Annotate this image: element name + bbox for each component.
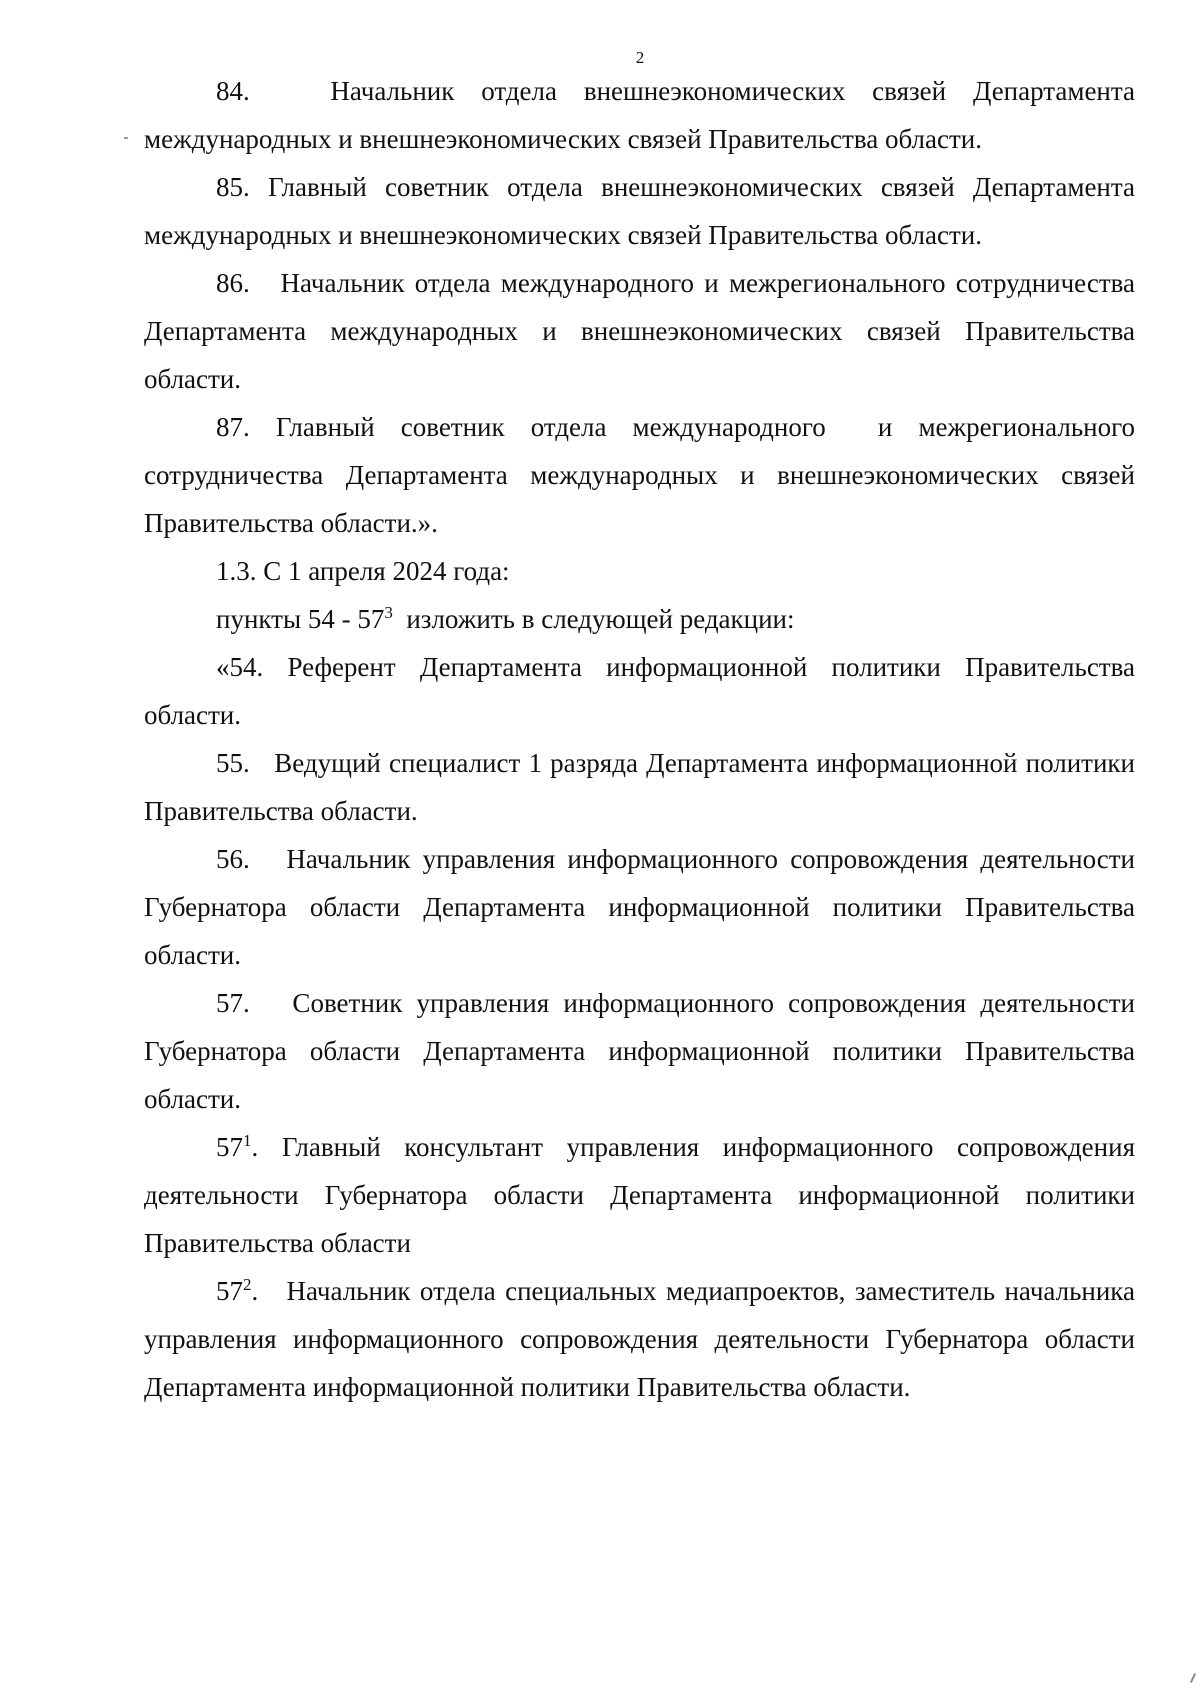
paragraph-text-tail: . Главный консультант управления информационного сопровождения деятельности Губернатора области Департамента информационной политики Правительства области [144, 1132, 1135, 1258]
paragraph-item-56 [144, 835, 1135, 979]
page-number: 2 [635, 48, 645, 67]
paragraph-item-57 [144, 979, 1135, 1123]
paragraph-item-87 [144, 403, 1135, 547]
paragraph-text: 84. Начальник отдела внешнеэкономических связей Департамента международных и внешнеэкономических связей Правительства области. [144, 76, 1135, 154]
superscript-number: 3 [384, 603, 393, 622]
paragraph-item-57-2 [144, 1267, 1135, 1411]
superscript-number: 1 [243, 1131, 252, 1150]
paragraph-text: 56. Начальник управления информационного сопровождения деятельности Губернатора области Департамента информационной политики Правительства области. [144, 844, 1135, 970]
scan-mark-left [124, 137, 128, 139]
scan-mark-right [1190, 1673, 1196, 1683]
paragraph-text: 1.3. С 1 апреля 2024 года: [216, 556, 510, 586]
paragraph-item-84 [144, 67, 1135, 163]
paragraph-item-55 [144, 739, 1135, 835]
paragraph-item-86 [144, 259, 1135, 403]
paragraph-item-85 [144, 163, 1135, 259]
paragraph-text: пункты 54 - 57 [216, 604, 385, 634]
paragraph-instruction [144, 595, 1135, 643]
paragraph-text: 87. Главный советник отдела международного и межрегионального сотрудничества Департамента международных и внешнеэкономических связей Правительства области.». [144, 412, 1135, 538]
paragraph-number: 57 [216, 1276, 243, 1306]
paragraph-text: 86. Начальник отдела международного и межрегионального сотрудничества Департамента международных и внешнеэкономических связей Правительства области. [144, 268, 1135, 394]
paragraph-section-1-3 [144, 547, 1135, 595]
paragraph-number: 57 [216, 1132, 243, 1162]
paragraph-text: 57. Советник управления информационного сопровождения деятельности Губернатора области Департамента информационной политики Правительства области. [144, 988, 1135, 1114]
paragraph-text: «54. Референт Департамента информационной политики Правительства области. [144, 652, 1135, 730]
paragraph-text: 85. Главный советник отдела внешнеэкономических связей Департамента международных и внешнеэкономических связей Правительства области. [144, 172, 1135, 250]
superscript-number: 2 [243, 1275, 252, 1294]
paragraph-item-54 [144, 643, 1135, 739]
document-body [144, 67, 1135, 1411]
paragraph-text-tail: . Начальник отдела специальных медиапроектов, заместитель начальника управления информационного сопровождения деятельности Губернатора области Департамента информационной политики Правительства области. [144, 1276, 1135, 1402]
paragraph-text: 55. Ведущий специалист 1 разряда Департамента информационной политики Правительства области. [144, 748, 1135, 826]
paragraph-text-tail: изложить в следующей редакции: [392, 604, 795, 634]
paragraph-item-57-1 [144, 1123, 1135, 1267]
